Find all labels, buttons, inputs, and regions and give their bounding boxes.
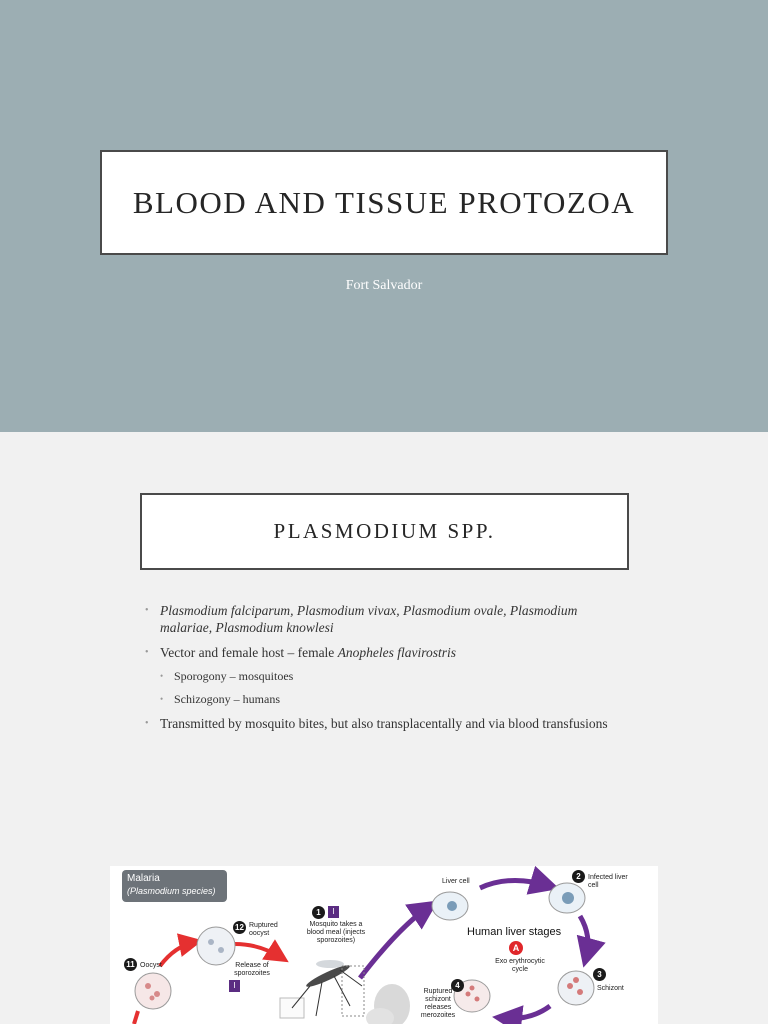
slide-heading: PLASMODIUM SPP. (273, 519, 496, 543)
step-number-11: 11 (124, 958, 137, 971)
label-infected-liver-cell: Infected liver cell (588, 874, 628, 889)
oocyst-cell (135, 973, 171, 1009)
bullet-dot: • (160, 671, 164, 681)
bullet-dot: • (145, 647, 149, 658)
bullet-vector-prefix: Vector and female host – female (160, 645, 338, 660)
label-liver-cell: Liver cell (442, 878, 470, 885)
malaria-lifecycle-diagram (110, 866, 658, 1024)
sub-bullet-schizogony (145, 692, 625, 707)
diagram-title: Malaria (127, 873, 160, 884)
arrow-oocyst-to-ruptured (160, 942, 195, 966)
label-exo-cycle: Exo erythrocytic cycle (495, 958, 545, 973)
schizont-cell (558, 971, 594, 1005)
label-oocyst: Oocyst (140, 962, 162, 969)
step-number-4: 4 (451, 979, 464, 992)
human-head-figure (366, 984, 410, 1024)
badge-i-sporozoites: I (229, 980, 240, 992)
arrow-ruptured-to-mosquito (235, 944, 282, 958)
bullet-species-text: Plasmodium falciparum, Plasmodium vivax, Plasmodium ovale, Plasmodium malariae, Plasmodium knowlesi (160, 603, 578, 635)
bullet-vector (145, 644, 625, 661)
step-number-1: 1 (312, 906, 325, 919)
arrow-infected-to-schizont (580, 916, 588, 958)
arrow-from-below (134, 1011, 138, 1024)
title-slide (0, 0, 768, 432)
diagram-title-box (122, 870, 227, 902)
label-ruptured-schizont: Ruptured schizont releases merozoites (420, 988, 456, 1019)
step-number-2: 2 (572, 870, 585, 883)
badge-a: A (509, 941, 523, 955)
label-ruptured-oocyst: Ruptured oocyst (249, 922, 278, 937)
content-slide (0, 432, 768, 1024)
label-schizont: Schizont (597, 985, 624, 992)
sub-bullet-sporogony (145, 669, 625, 684)
step-number-3: 3 (593, 968, 606, 981)
bullet-dot: • (145, 605, 149, 616)
bullet-vector-species: Anopheles flavirostris (337, 645, 457, 660)
badge-i-mosquito: I (328, 906, 339, 918)
bullet-transmission-text: Transmitted by mosquito bites, but also transplacentally and via blood transfusions (160, 716, 608, 731)
arrow-schizont-to-ruptured (502, 1006, 550, 1019)
sub-bullet-sporogony-text: Sporogony – mosquitoes (174, 669, 294, 683)
slide-title: BLOOD AND TISSUE PROTOZOA (132, 184, 636, 220)
title-box (100, 150, 668, 255)
sub-bullet-schizogony-text: Schizogony – humans (174, 692, 280, 706)
liver-cell (432, 892, 468, 920)
label-human-liver-stages: Human liver stages (467, 926, 562, 938)
bullet-dot: • (160, 694, 164, 704)
infected-liver-cell (549, 883, 585, 913)
heading-box (140, 493, 629, 570)
diagram-subtitle: (Plasmodium species) (127, 886, 216, 896)
arrow-liver-to-infected (480, 880, 550, 888)
ruptured-oocyst-cell (197, 927, 235, 965)
step-number-12: 12 (233, 921, 246, 934)
slide-subtitle: Fort Salvador (345, 278, 423, 293)
bullet-species (145, 602, 625, 636)
bullet-list (145, 602, 625, 732)
bullet-transmission (145, 715, 625, 732)
label-release-sporozoites: Release of sporozoites (234, 962, 270, 977)
bullet-dot: • (145, 718, 149, 729)
label-mosquito-meal: Mosquito takes a blood meal (injects sporozoites) (306, 921, 366, 944)
